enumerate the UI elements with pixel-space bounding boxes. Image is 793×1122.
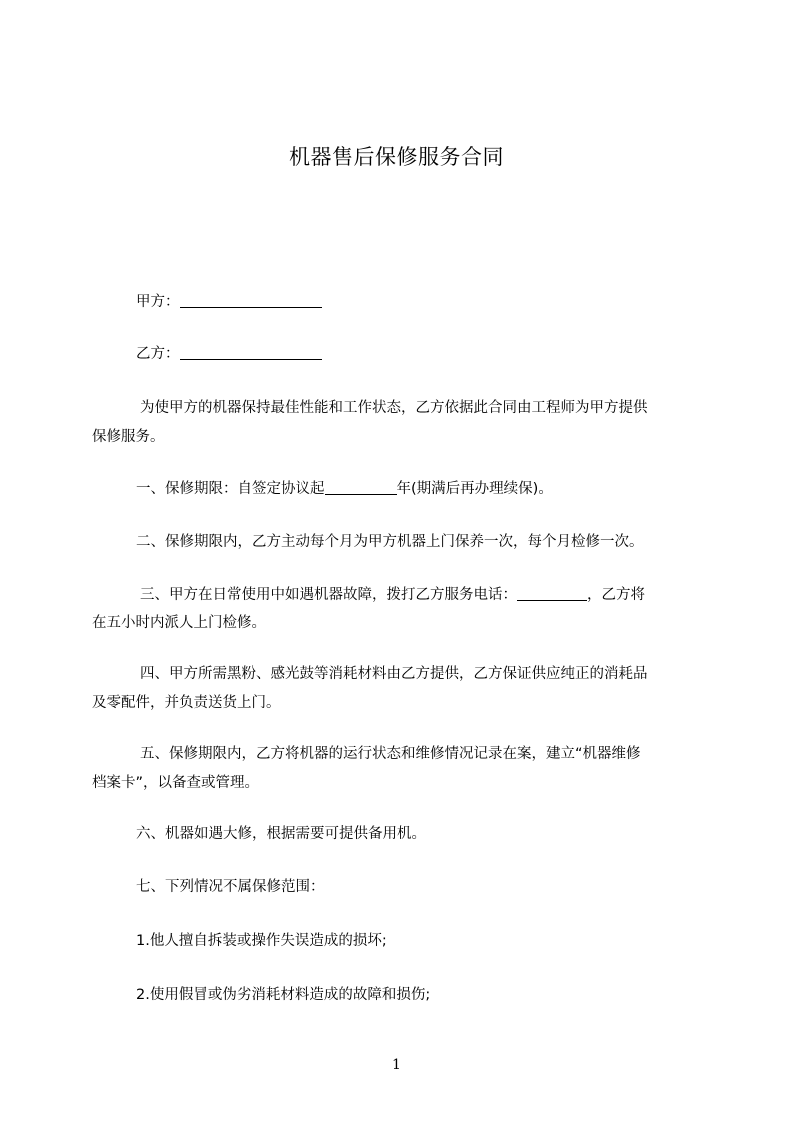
clause-5-line-2: 档案卡”，以备查或管理。 bbox=[92, 775, 260, 791]
clause-1-text-post: 年(期满后再办理续保)。 bbox=[396, 481, 553, 497]
clause-4-line-1: 四、甲方所需黑粉、感光鼓等消耗材料由乙方提供，乙方保证供应纯正的消耗品 bbox=[140, 666, 648, 682]
party-a-label: 甲方： bbox=[136, 294, 180, 310]
clause-1-years-blank bbox=[325, 480, 397, 495]
document-title: 机器售后保修服务合同 bbox=[289, 145, 504, 169]
clause-6: 六、机器如遇大修，根据需要可提供备用机。 bbox=[136, 826, 426, 842]
intro-line-1: 为使甲方的机器保持最佳性能和工作状态，乙方依据此合同由工程师为甲方提供 bbox=[140, 400, 648, 416]
party-b-blank bbox=[180, 345, 322, 360]
clause-1-text-pre: 一、保修期限：自签定协议起 bbox=[136, 481, 325, 497]
page-number: 1 bbox=[392, 1057, 401, 1073]
clause-3-text-pre: 三、甲方在日常使用中如遇机器故障，拨打乙方服务电话： bbox=[140, 587, 517, 603]
clause-3-phone-blank bbox=[517, 586, 587, 601]
clause-3-line-1 bbox=[140, 585, 645, 605]
party-b-line bbox=[136, 344, 322, 364]
clause-7-item-1: 1.他人擅自拆装或操作失误造成的损坏; bbox=[136, 933, 387, 949]
clause-3-text-post: ，乙方将 bbox=[587, 587, 645, 603]
party-a-line bbox=[136, 292, 322, 312]
clause-5-line-1: 五、保修期限内，乙方将机器的运行状态和维修情况记录在案，建立“机器维修 bbox=[140, 746, 641, 762]
clause-2: 二、保修期限内，乙方主动每个月为甲方机器上门保养一次，每个月检修一次。 bbox=[136, 534, 644, 550]
clause-1 bbox=[136, 479, 553, 499]
clause-3-line-2: 在五小时内派人上门检修。 bbox=[92, 615, 266, 631]
clause-7: 七、下列情况不属保修范围： bbox=[136, 879, 325, 895]
clause-7-item-2: 2.使用假冒或伪劣消耗材料造成的故障和损伤; bbox=[136, 987, 431, 1003]
party-a-blank bbox=[180, 293, 322, 308]
party-b-label: 乙方： bbox=[136, 346, 180, 362]
intro-line-2: 保修服务。 bbox=[92, 429, 165, 445]
clause-4-line-2: 及零配件，并负责送货上门。 bbox=[92, 695, 281, 711]
